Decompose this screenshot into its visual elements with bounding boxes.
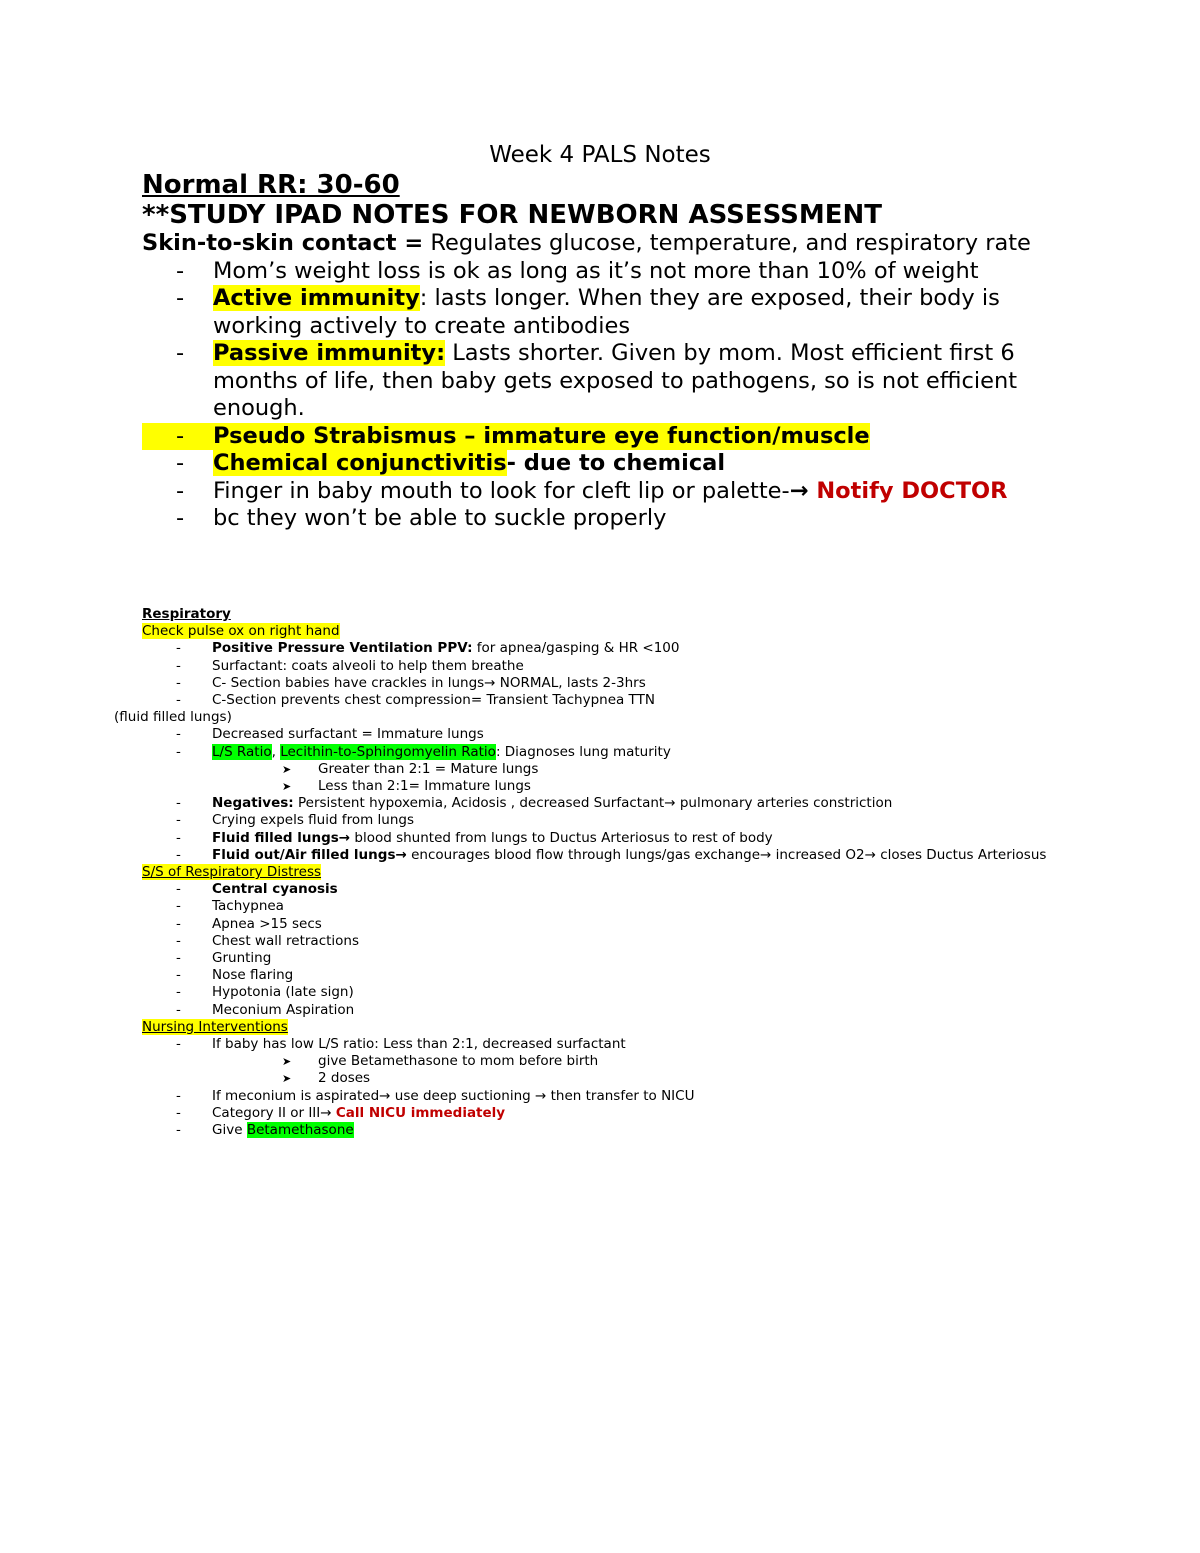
- pulse-ox-note: Check pulse ox on right hand: [142, 623, 340, 640]
- fluid-filled-label: Fluid filled lungs→: [212, 829, 351, 846]
- nursing-heading: Nursing Interventions: [142, 1018, 288, 1035]
- list-item: [142, 423, 870, 451]
- skin-to-skin-text: Regulates glucose, temperature, and respiratory rate: [423, 230, 1031, 256]
- csection-crackles-text: C- Section babies have crackles in lungs→ NORMAL, lasts 2-3hrs: [212, 674, 646, 691]
- list-item: [142, 658, 1142, 675]
- list-item: [142, 340, 1072, 423]
- list-item: [142, 847, 1142, 864]
- list-item: [142, 1122, 1142, 1139]
- distress-item: Apnea >15 secs: [212, 915, 322, 932]
- list-item: [142, 898, 1142, 915]
- ls-ratio-text: : Diagnoses lung maturity: [495, 743, 671, 760]
- list-item: [142, 881, 1142, 898]
- list-item: [142, 675, 1142, 692]
- list-item: [142, 450, 1072, 478]
- list-item: [142, 950, 1142, 967]
- list-item: [142, 761, 1142, 778]
- csection-ttn-text: C-Section prevents chest compression= Transient Tachypnea TTN: [212, 692, 655, 709]
- distress-heading: S/S of Respiratory Distress: [142, 864, 322, 881]
- list-item: [142, 1053, 1142, 1070]
- chemical-conjunctivitis-label: Chemical conjunctivitis: [213, 450, 507, 476]
- list-item: [142, 285, 1072, 340]
- list-item: [142, 692, 1142, 709]
- list-item: [142, 726, 1142, 743]
- list-item: [142, 778, 1142, 795]
- passive-immunity-label: Passive immunity:: [213, 340, 446, 366]
- fluid-out-text: encourages blood flow through lungs/gas exchange→ increased O2→ closes Ductus Arteriosus: [406, 846, 1047, 863]
- skin-to-skin-label: Skin-to-skin contact =: [142, 230, 424, 256]
- skin-to-skin-line: [142, 230, 1072, 258]
- passive-immunity-text: Lasts shorter. Given by mom. Most efficient first 6 months of life, then baby gets exposed to pathogens, so is not efficient enough.: [213, 340, 1018, 421]
- respiratory-section: [114, 606, 1142, 1139]
- doses-text: 2 doses: [318, 1070, 371, 1087]
- list-item: [142, 967, 1142, 984]
- list-item: [142, 478, 1072, 506]
- greater-than-text: Greater than 2:1 = Mature lungs: [318, 760, 539, 777]
- lecithin-label: Lecithin-to-Sphingomyelin Ratio: [280, 743, 496, 760]
- decreased-surfactant-text: Decreased surfactant = Immature lungs: [212, 726, 484, 743]
- list-item: [142, 258, 1072, 286]
- list-item: [142, 1070, 1142, 1087]
- betamethasone-label: Betamethasone: [246, 1122, 354, 1139]
- fluid-filled-text: blood shunted from lungs to Ductus Arteriosus to rest of body: [350, 829, 773, 846]
- distress-item: Tachypnea: [212, 898, 284, 915]
- distress-item: Grunting: [212, 950, 272, 967]
- pseudo-strabismus-text: Pseudo Strabismus – immature eye function/muscle: [213, 422, 870, 449]
- comma-text: ,: [271, 743, 281, 760]
- arrow-icon: →: [789, 477, 817, 504]
- ppv-text: for apnea/gasping & HR <100: [472, 640, 680, 657]
- study-ipad-heading: **STUDY IPAD NOTES FOR NEWBORN ASSESSMENT: [142, 200, 883, 230]
- distress-item: Nose flaring: [212, 967, 294, 984]
- active-immunity-label: Active immunity: [213, 285, 420, 311]
- negatives-label: Negatives:: [212, 795, 294, 812]
- normal-rr-heading: Normal RR: 30-60: [142, 170, 400, 200]
- fluid-out-label: Fluid out/Air filled lungs→: [212, 846, 407, 863]
- category-text: Category II or III→: [212, 1104, 336, 1121]
- list-item: [142, 640, 1142, 657]
- less-than-text: Less than 2:1= Immature lungs: [318, 778, 531, 795]
- main-bullet-list: [142, 258, 1072, 533]
- list-item: [142, 812, 1142, 829]
- list-item: [142, 933, 1142, 950]
- respiratory-list-2: [142, 726, 1142, 864]
- list-item: [142, 1088, 1142, 1105]
- surfactant-text: Surfactant: coats alveoli to help them breathe: [212, 657, 524, 674]
- distress-item: Hypotonia (late sign): [212, 984, 354, 1001]
- fluid-filled-note: (fluid filled lungs): [114, 709, 232, 726]
- list-item: [142, 1105, 1142, 1122]
- chemical-conjunctivitis-text: - due to chemical: [506, 450, 726, 476]
- suckle-text: bc they won’t be able to suckle properly: [213, 505, 667, 531]
- document-title: Week 4 PALS Notes: [489, 142, 711, 168]
- meconium-text: If meconium is aspirated→ use deep suctioning → then transfer to NICU: [212, 1087, 695, 1104]
- call-nicu-text: Call NICU immediately: [335, 1104, 506, 1121]
- list-item: [142, 984, 1142, 1001]
- list-item: [142, 1002, 1142, 1019]
- list-item: [142, 830, 1142, 847]
- respiratory-list: [142, 640, 1142, 709]
- notify-doctor-text: Notify DOCTOR: [816, 477, 1008, 504]
- distress-item: Meconium Aspiration: [212, 1001, 355, 1018]
- low-ls-text: If baby has low L/S ratio: Less than 2:1, decreased surfactant: [212, 1036, 626, 1053]
- list-item: [142, 1036, 1142, 1053]
- crying-text: Crying expels fluid from lungs: [212, 812, 414, 829]
- respiratory-heading: Respiratory: [142, 606, 231, 622]
- distress-item: Central cyanosis: [212, 881, 338, 898]
- cleft-lip-text: Finger in baby mouth to look for cleft lip or palette-: [213, 477, 790, 504]
- distress-list: [142, 881, 1142, 1019]
- list-item: [142, 744, 1142, 761]
- give-text: Give: [212, 1122, 247, 1139]
- list-item: [142, 916, 1142, 933]
- active-immunity-text: : lasts longer. When they are exposed, their body is working actively to create antibodies: [213, 285, 1000, 339]
- main-notes: [142, 170, 1072, 533]
- nursing-list: [142, 1036, 1142, 1139]
- list-item: [142, 505, 1072, 533]
- list-item: [142, 795, 1142, 812]
- weight-loss-text: Mom’s weight loss is ok as long as it’s not more than 10% of weight: [213, 257, 979, 284]
- ls-ratio-label: L/S Ratio: [212, 743, 272, 760]
- ppv-label: Positive Pressure Ventilation PPV:: [212, 640, 473, 657]
- distress-item: Chest wall retractions: [212, 932, 360, 949]
- give-betamethasone-text: give Betamethasone to mom before birth: [318, 1053, 599, 1070]
- negatives-text: Persistent hypoxemia, Acidosis , decreased Surfactant→ pulmonary arteries constriction: [293, 795, 893, 812]
